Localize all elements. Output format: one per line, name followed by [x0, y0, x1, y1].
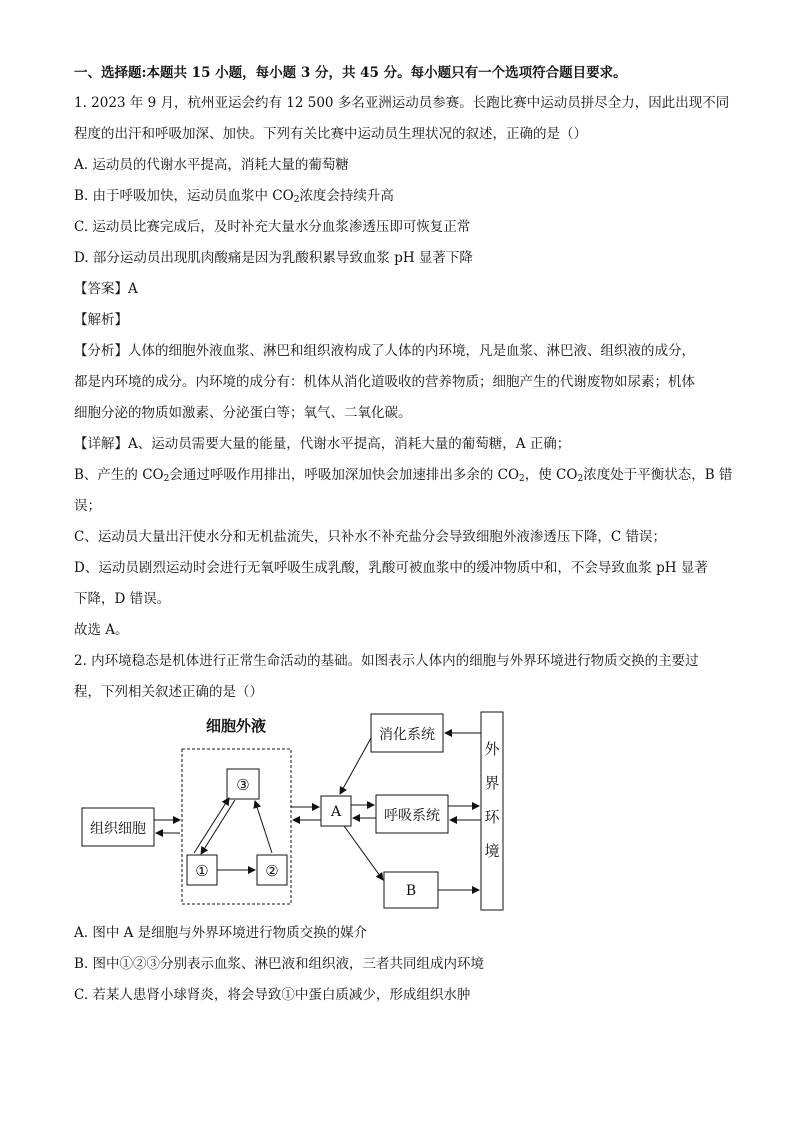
arrow-digestive-to-a: [340, 738, 371, 794]
q1-conclusion: 故选 A。: [74, 622, 129, 638]
q1-option-c: C. 运动员比赛完成后，及时补充大量水分血浆渗透压即可恢复正常: [74, 219, 471, 235]
q1-fenxi-line2: 都是内环境的成分。内环境的成分有：机体从消化道吸收的营养物质；细胞产生的代谢废物如尿素；机体: [74, 374, 695, 390]
extracellular-label: 细胞外液: [205, 717, 267, 735]
node-b-label: B: [405, 883, 417, 899]
external-char-1: 外: [484, 740, 500, 758]
arrow-a-to-b: [344, 826, 383, 880]
xiangjie-b-part3: ，使 CO: [524, 467, 578, 483]
q1-option-b: [74, 187, 724, 205]
q1-xiangjie-b-cont: 误；: [74, 498, 101, 514]
q2-option-c: C. 若某人患肾小球肾炎，将会导致①中蛋白质减少，形成组织水肿: [74, 987, 471, 1003]
q1-stem-line1: 1. 2023 年 9 月，杭州亚运会约有 12 500 多名亚洲运动员参赛。长跑比赛中运动员拼尽全力，因此出现不同: [74, 95, 730, 111]
q2-stem-line1: 2. 内环境稳态是机体进行正常生命活动的基础。如图表示人体内的细胞与外界环境进行物质交换的主要过: [74, 653, 699, 669]
section-header: 一、选择题:本题共 15 小题，每小题 3 分，共 45 分。每小题只有一个选项符合题目要求。: [74, 65, 627, 81]
q1-stem-line2: 程度的出汗和呼吸加深、加快。下列有关比赛中运动员生理状况的叙述，正确的是（）: [74, 126, 587, 142]
q1-xiangjie-a: 【详解】A、运动员需要大量的能量，代谢水平提高，消耗大量的葡萄糖，A 正确；: [74, 436, 571, 452]
q1-option-b-text-end: 浓度会持续升高: [299, 188, 394, 204]
xiangjie-b-part2: 会通过呼吸作用排出，呼吸加深加快会加速排出多余的 CO: [169, 467, 520, 483]
arrow-2-to-3: [255, 801, 272, 853]
node-a-label: A: [330, 804, 342, 820]
respiratory-system-label: 呼吸系统: [384, 808, 440, 824]
subscript: 2: [293, 195, 300, 205]
q1-option-b-text: B. 由于呼吸加快，运动员血浆中 CO: [74, 188, 294, 204]
subscript: 2: [577, 474, 584, 484]
q1-option-d: D. 部分运动员出现肌肉酸痛是因为乳酸积累导致血浆 pH 显著下降: [74, 250, 473, 266]
q2-stem-line2: 程，下列相关叙述正确的是（）: [74, 684, 263, 700]
q1-analysis-label: 【解析】: [74, 312, 128, 328]
xiangjie-b-part1: B、产生的 CO: [74, 467, 164, 483]
q1-xiangjie-d-line2: 下降，D 错误。: [74, 591, 171, 607]
q1-xiangjie-d-line1: D、运动员剧烈运动时会进行无氧呼吸生成乳酸，乳酸可被血浆中的缓冲物质中和，不会导致血浆 pH 显著: [74, 560, 708, 576]
subscript: 2: [163, 474, 170, 484]
node-1-label: ①: [195, 862, 209, 880]
q1-fenxi-line3: 细胞分泌的物质如激素、分泌蛋白等；氧气、二氧化碳。: [74, 405, 412, 421]
q2-option-a: A. 图中 A 是细胞与外界环境进行物质交换的媒介: [74, 925, 368, 941]
q1-xiangjie-c: C、运动员大量出汗使水分和无机盐流失，只补水不补充盐分会导致细胞外液渗透压下降，C 错误；: [74, 529, 666, 545]
external-char-4: 境: [484, 842, 500, 860]
tissue-cells-label: 组织细胞: [90, 821, 146, 837]
node-2-label: ②: [265, 862, 279, 880]
q1-answer: 【答案】A: [74, 281, 138, 297]
arrow-3-to-1: [201, 800, 235, 854]
digestive-system-label: 消化系统: [379, 727, 435, 743]
q1-xiangjie-b: [74, 466, 733, 484]
arrow-1-to-3: [194, 798, 229, 853]
node-3-label: ③: [236, 776, 250, 794]
external-char-3: 环: [484, 808, 500, 826]
q1-option-a: A. 运动员的代谢水平提高，消耗大量的葡萄糖: [74, 157, 349, 173]
q2-option-b: B. 图中①②③分别表示血浆、淋巴液和组织液，三者共同组成内环境: [74, 956, 485, 972]
exchange-diagram: [74, 706, 514, 916]
subscript: 2: [519, 474, 525, 484]
external-char-2: 界: [484, 774, 500, 792]
xiangjie-b-part4: 浓度处于平衡状态，B 错: [583, 467, 733, 483]
q1-fenxi-line1: 【分析】人体的细胞外液血浆、淋巴和组织液构成了人体的内环境，凡是血浆、淋巴液、组织液的成分，: [74, 343, 695, 359]
